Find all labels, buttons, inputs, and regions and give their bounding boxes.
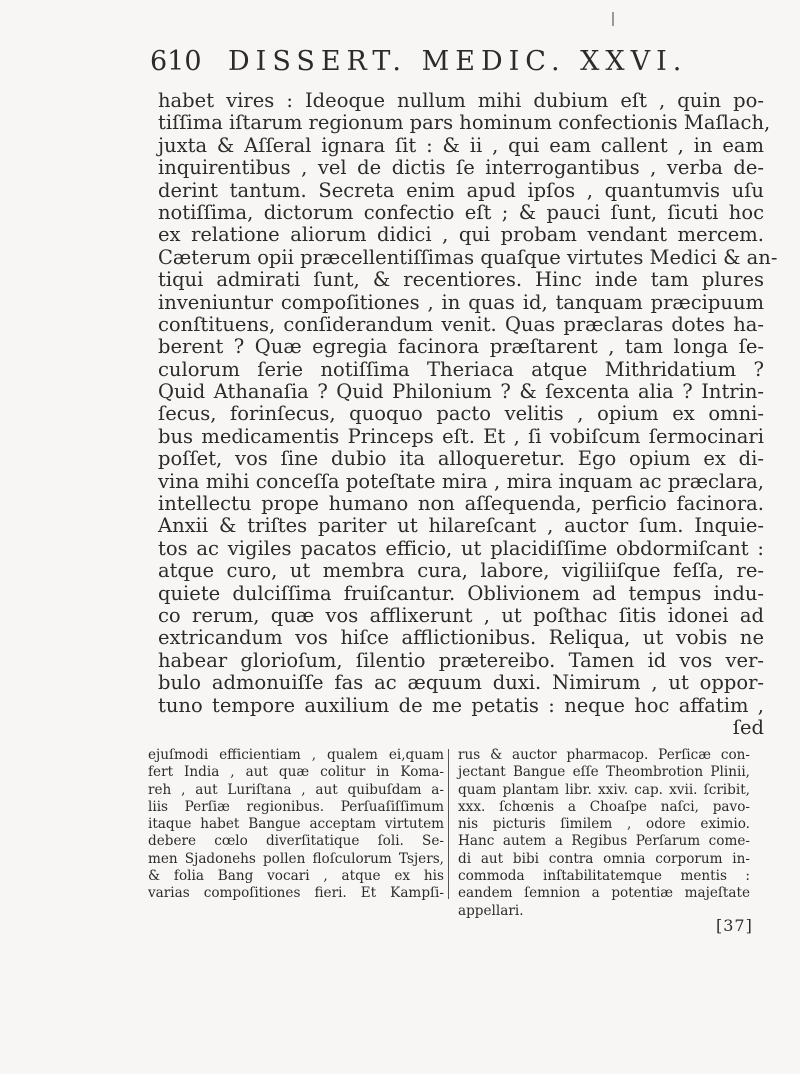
footnote-line: itaque habet Bangue acceptam virtutem [148,816,444,833]
text-line: tiqui admirati ſunt, & recentiores. Hinc inde tam plures [158,268,764,292]
page-number: 610 [150,46,202,77]
footnote-line: di aut bibi contra omnia corporum in- [458,850,750,867]
text-line: inquirentibus , vel de dictis ſe interrogantibus , verba de- [158,156,764,180]
text-line: habear glorioſum, ſilentio prætereibo. Tamen id vos ver- [158,648,764,672]
text-line: tuno tempore auxilium de me petatis : neque hoc affatim , [158,693,764,717]
footnotes [148,747,758,947]
text-line: Cæterum opii præcellentiſſimas quaſque virtutes Medici & an- [158,245,778,269]
text-line: quiete dulciſſima fruiſcantur. Oblivionem ad tempus indu- [158,581,764,605]
text-line: Anxii & triſtes pariter ut hilareſcant , auctor ſum. Inquie- [158,514,764,538]
footnote-line: appellari. [458,902,524,919]
column-rule [448,749,449,899]
text-line: notiſſima, dictorum confectio eſt ; & pauci ſunt, ſicuti hoc [158,200,764,224]
footnote-line: men Sjadonehs pollen floſculorum Tsjers, [148,850,444,867]
paper-mark [612,12,614,26]
footnote-column-left [148,747,444,903]
footnote-line: ejuſmodi efficientiam , qualem ei,quam [148,747,444,763]
text-line: conſtituens, conſiderandum venit. Quas præclaras dotes ha- [158,312,764,336]
running-head [150,46,690,82]
footnote-line: fert India , aut quæ colitur in Koma- [148,764,444,781]
footnote-line: varias compoſitiones fieri. Et Kampſi- [148,885,444,902]
text-line: extricandum vos hiſce afflictionibus. Reliqua, ut vobis ne [158,626,764,650]
footnote-line: quam plantam libr. xxiv. cap. xvii. ſcribit, [458,781,750,798]
footnote-line: xxx. ſchœnis a Choaſpe naſci, pavo- [458,798,750,815]
text-line: bus medicamentis Princeps eſt. Et , ſi vobiſcum ſermocinari [158,424,764,448]
text-line: atque curo, ut membra cura, labore, vigiliiſque feſſa, re- [158,559,764,583]
footnote-line: & folia Bang vocari , atque ex his [148,868,444,885]
text-line: co rerum, quæ vos afflixerunt , ut poſthac ſitis idonei ad [158,603,764,627]
text-line: inveniuntur compoſitiones , in quas id, tanquam præcipuum [158,290,764,314]
running-title: DISSERT. MEDIC. XXVI. [228,46,688,77]
text-line: habet vires : Ideoque nullum mihi dubium eſt , quin po- [158,89,764,112]
footnote-line: rus & auctor pharmacop. Perſicæ con- [458,747,750,763]
text-line: culorum ſerie notiſſima Theriaca atque Mithridatium ? [158,357,764,381]
text-line: tiſſima iſtarum regionum pars hominum confectionis Maſlach, [158,111,771,135]
text-line: juxta & Aſſeral ignara ſit : & ii , qui eam callent , in eam [158,133,764,157]
main-text-block [158,89,778,739]
text-line: ex relatione aliorum didici , qui probam vendant mercem. [158,223,764,247]
text-line: vina mihi conceſſa poteſtate mira , mira inquam ac præclara, [158,469,764,493]
footnote-line: reh , aut Luriſtana , aut quibuſdam a- [148,781,444,798]
footnote-line: jectant Bangue eſſe Theombrotion Plinii, [458,764,750,781]
text-line: ſecus, forinſecus, quoquo pacto velitis , opium ex omni- [158,402,764,426]
footnote-line: nis picturis ſimilem , odore eximio. [458,816,750,833]
footnote-line: debere cœlo diverſitatique ſoli. Se- [148,833,444,850]
text-line: poſſet, vos ſine dubio ita alloqueretur. Ego opium ex di- [158,447,764,471]
text-line: derint tantum. Secreta enim apud ipſos , quantumvis uſu [158,178,764,202]
text-line: bulo admonuiſſe fas ac æquum duxi. Nimirum , ut oppor- [158,671,764,695]
text-line: intellectu prope humano non aſſequenda, perficio facinora. [158,492,764,516]
footnote-line: liis Perſiæ regionibus. Perſuaſiſſimum [148,798,444,815]
footnote-column-right [458,747,750,920]
text-line: tos ac vigiles pacatos efficio, ut placidiſſime obdormiſcant : [158,536,764,560]
text-line: berent ? Quæ egregia facinora præſtarent , tam longa ſe- [158,335,764,359]
footnote-line: eandem ſemnion a potentiæ majeſtate [458,885,750,902]
catchword: ſed [732,715,764,739]
signature-mark: [37] [716,916,753,935]
footnote-line: commoda inſtabilitatemque mentis : [458,868,750,885]
text-line: Quid Athanaſia ? Quid Philonium ? & ſexcenta alia ? Intrin- [158,380,764,404]
footnote-line: Hanc autem a Regibus Perſarum come- [458,833,750,850]
